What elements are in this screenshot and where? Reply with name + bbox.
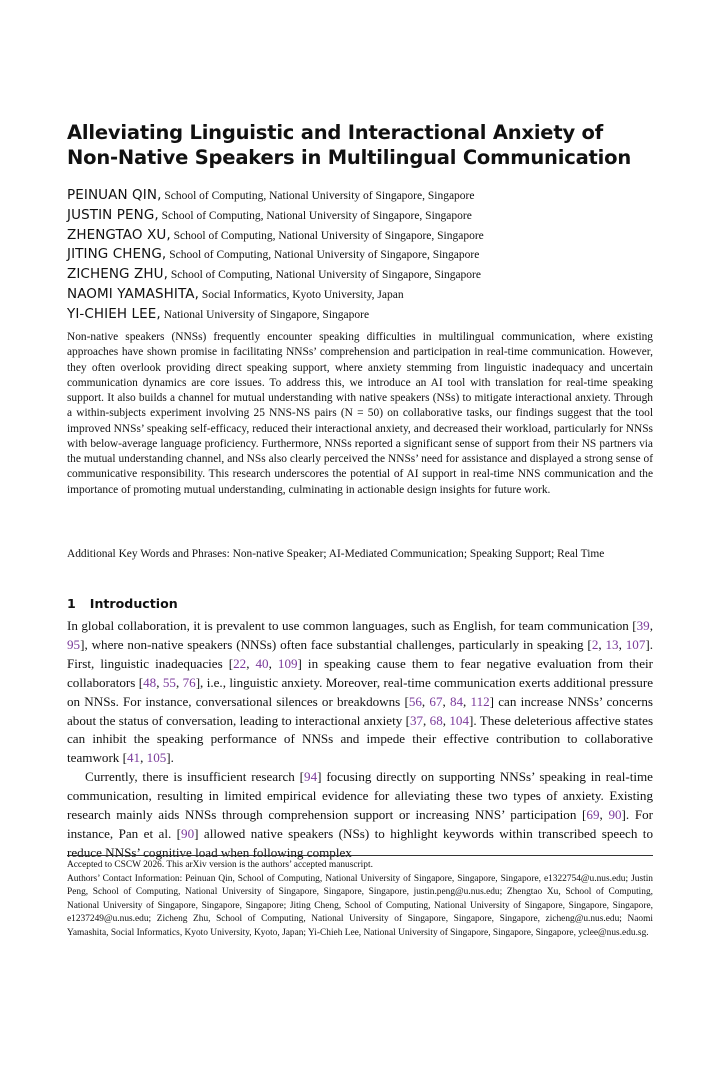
citation-link[interactable]: 13 (605, 636, 619, 652)
citation-link[interactable]: 76 (182, 674, 196, 690)
section-title: Introduction (89, 596, 178, 611)
footnote-contact: Authors’ Contact Information: Peinuan Qin, School of Computing, National University of Singapore, Singapore, Singapore, e1322754@u.nus.edu; Justin Peng, School of Computing, National University of Singapore, Singapore, Singapore, justin.peng@u.nus.edu; Zhengtao Xu, School of Computing, National University of Singapore, Singapore, Singapore; Jiting Cheng, School of Computing, National University of Singapore, Singapore, Singapore, e1237249@u.nus.edu; Zicheng Zhu, School of Computing, National University of Singapore, Singapore, Singapore, zicheng@u.nus.edu; Naomi Yamashita, Social Informatics, Kyoto University, Kyoto, Japan; Yi-Chieh Lee, National University of Singapore, Singapore, Singapore, yclee@nus.edu.sg. (67, 873, 653, 938)
citation-link[interactable]: 55 (162, 674, 176, 690)
author-entry (67, 226, 653, 246)
intro-paragraph-2: Currently, there is insufficient research [94] focusing directly on supporting NNSs’ speaking in real-time communication, resulting in limited empirical evidence for alleviating these two types of anxiety. Existing research mainly aids NNSs through comprehension support or increasing NNS’ participation [69, 90]. For instance, Pan et al. [90] allowed native speakers (NSs) to highlight keywords within transcribed speech to reduce NNSs’ cognitive load when following complex (67, 769, 654, 860)
author-name: JITING CHENG, (67, 246, 167, 263)
citation-link[interactable]: 107 (625, 636, 646, 652)
title-line-2: Non-Native Speakers in Multilingual Communication (67, 146, 632, 169)
author-entry (67, 265, 653, 285)
author-name: JUSTIN PENG, (67, 206, 159, 223)
citation-link[interactable]: 56 (408, 693, 422, 709)
author-name: ZHENGTAO XU, (67, 226, 171, 243)
citation-link[interactable]: 39 (636, 618, 650, 633)
author-affiliation: School of Computing, National University of Singapore, Singapore (167, 269, 481, 282)
citation-link[interactable]: 84 (449, 693, 464, 709)
abstract: Non-native speakers (NNSs) frequently encounter speaking difficulties in multilingual communication, where existing approaches have shown promise in facilitating NNSs’ comprehension and participation in real-time communication. However, they often overlook providing direct speaking support, where anxiety stemming from linguistic inadequacy and uncertain communication dynamics are core issues. To address this, we introduce an AI tool with translation for real-time speaking support. It also builds a channel for mutual understanding with native speakers (NSs) to mitigate interactional anxiety. Through a within-subjects experiment involving 25 NNS-NS pairs (N = 50) on collaborative tasks, our findings suggest that the tool improved NNSs’ speaking self-efficacy, reduced their interactional anxiety, and decreased their workload, particularly for NNSs with below-average language proficiency. Furthermore, NNSs reported a significant sense of support from their NS partners via the mutual understanding channel, and NSs also clearly perceived the NNSs’ need for assistance and displayed a strong sense of communicative responsibility. This research underscores the potential of AI support in real-time NNS communication and the importance of promoting mutual understanding, culminating in actionable design insights for future work. (67, 331, 653, 496)
author-entry (67, 206, 653, 226)
footnote-divider (67, 855, 653, 856)
footnotes (67, 859, 653, 941)
author-name: PEINUAN QIN, (67, 187, 162, 203)
section-number: 1 (67, 596, 76, 611)
author-affiliation: School of Computing, National University of Singapore, Singapore (158, 209, 472, 222)
footnote-accepted: Accepted to CSCW 2026. This arXiv version is the authors’ accepted manuscript. (67, 860, 373, 870)
citation-link[interactable]: 68 (429, 712, 443, 728)
citation-link[interactable]: 95 (67, 636, 81, 652)
citation-link[interactable]: 22 (233, 655, 247, 671)
author-entry (67, 186, 653, 206)
author-affiliation: School of Computing, National University of Singapore, Singapore (170, 229, 484, 242)
author-affiliation: School of Computing, National University of Singapore, Singapore (161, 190, 475, 202)
citation-link[interactable]: 37 (409, 712, 424, 728)
title-line-1: Alleviating Linguistic and Interactional Anxiety of (67, 121, 604, 144)
section-heading (67, 596, 178, 611)
citation-link[interactable]: 48 (143, 674, 157, 690)
author-list (67, 186, 653, 325)
author-entry (67, 285, 653, 305)
author-affiliation: Social Informatics, Kyoto University, Japan (199, 288, 404, 301)
introduction-body (67, 617, 653, 863)
citation-link[interactable]: 69 (586, 807, 600, 823)
citation-link[interactable]: 105 (146, 750, 167, 766)
author-entry (67, 305, 653, 325)
citation-link[interactable]: 109 (277, 655, 298, 671)
citation-link[interactable]: 104 (449, 712, 469, 728)
author-entry (67, 245, 653, 265)
citation-link[interactable]: 67 (429, 693, 443, 709)
citation-link[interactable]: 40 (255, 655, 269, 671)
citation-link[interactable]: 112 (470, 693, 490, 709)
citation-link[interactable]: 2 (591, 636, 599, 652)
citation-link[interactable]: 90 (181, 825, 195, 841)
keywords: Additional Key Words and Phrases: Non-native Speaker; AI-Mediated Communication; Speaking Support; Real Time (67, 548, 605, 560)
author-affiliation: School of Computing, National University of Singapore, Singapore (166, 249, 480, 262)
citation-link[interactable]: 90 (608, 807, 622, 823)
author-affiliation: National University of Singapore, Singapore (160, 308, 370, 321)
paper-title (67, 120, 653, 170)
citation-link[interactable]: 94 (304, 769, 318, 785)
author-name: ZICHENG ZHU, (67, 266, 168, 283)
citation-link[interactable]: 41 (127, 750, 141, 766)
intro-paragraph-1: In global collaboration, it is prevalent to use common languages, such as English, for team communication [39, 95], where non-native speakers (NNSs) often face substantial challenges, particularly in speaking [2, 13, 107]. First, linguistic inadequacies [22, 40, 109] in speaking cause them to fear negative evaluation from their collaborators [48, 55, 76], i.e., linguistic anxiety. Moreover, real-time communication exerts additional pressure on NNSs. For instance, conversational silences or breakdowns [56, 67, 84, 112] can increase NNSs’ concerns about the status of conversation, leading to interactional anxiety [37, 68, 104]. These deleterious affective states can inhibit the speaking performance of NNSs and impede their effective contribution to collaborative teamwork [41, 105]. (67, 618, 654, 766)
author-name: YI-CHIEH LEE, (67, 305, 161, 322)
author-name: NAOMI YAMASHITA, (67, 285, 199, 302)
